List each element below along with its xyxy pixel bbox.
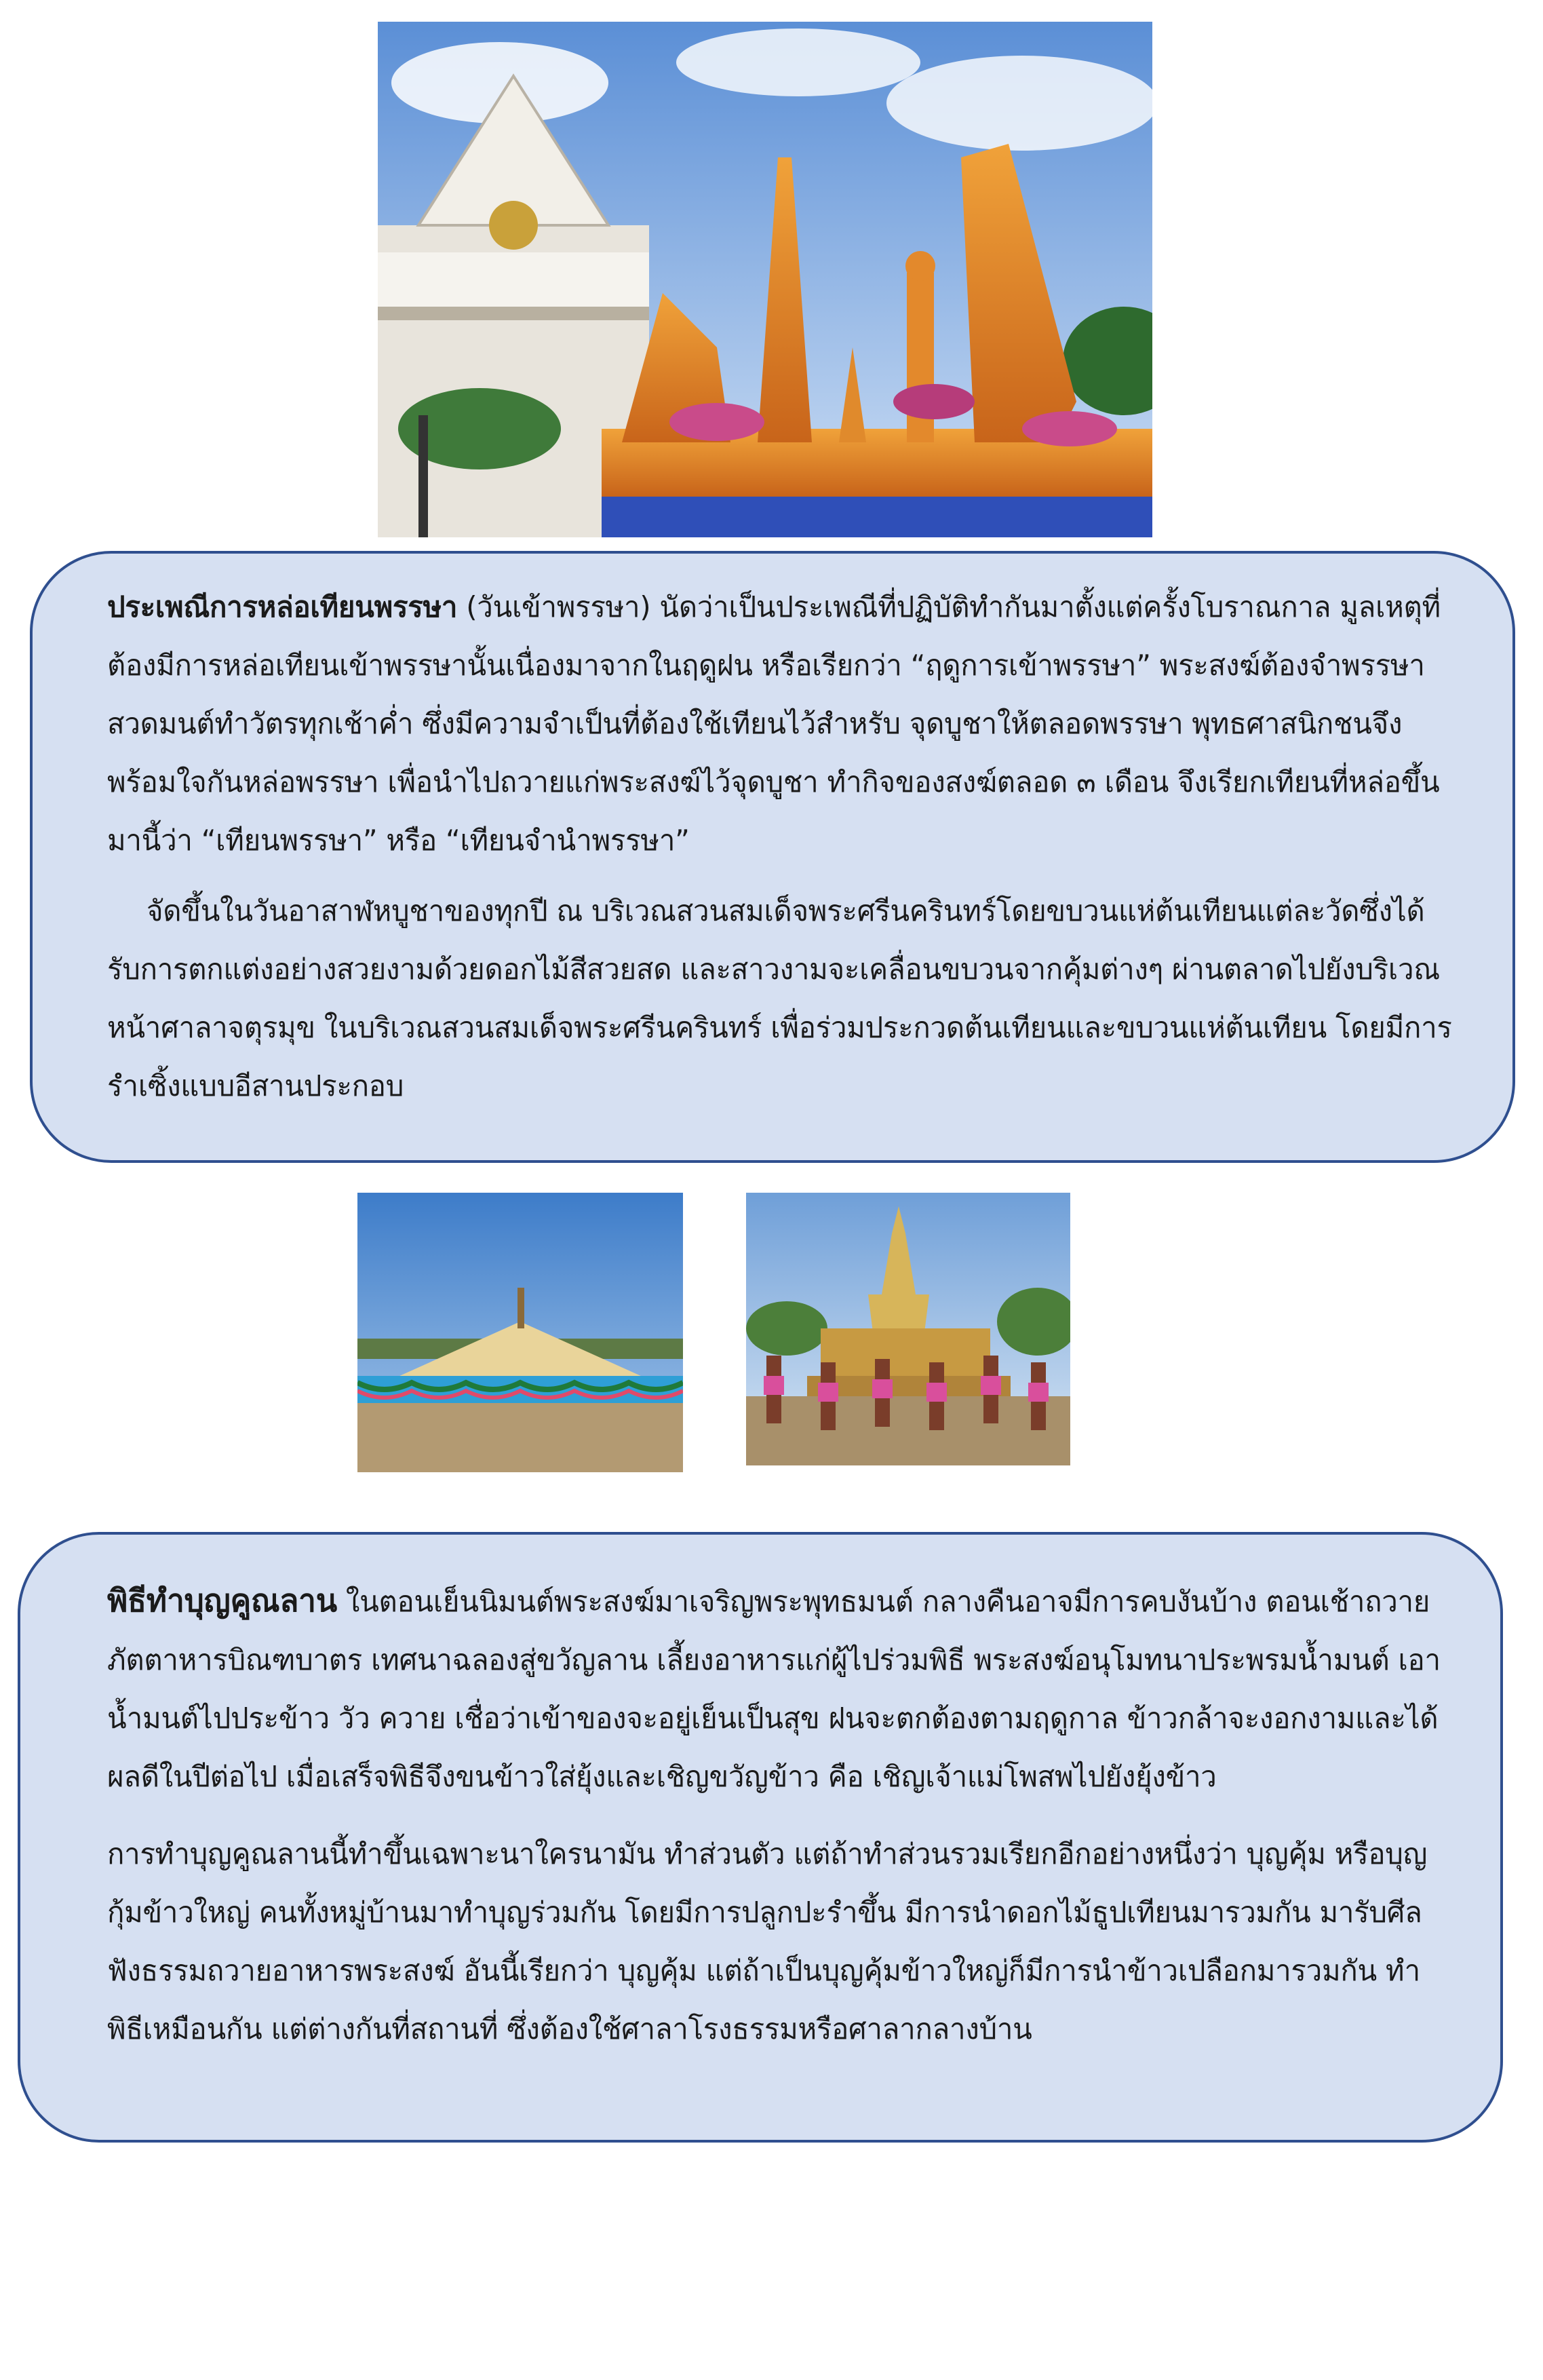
rice-merit-card <box>18 1532 1503 2143</box>
rice-heap-photo <box>357 1193 683 1472</box>
rice-merit-intro: ในตอนเย็นนิมนต์พระสงฆ์มาเจริญพระพุทธมนต์ กลางคืนอาจมีการคบงันบ้าง ตอนเช้าถวายภัตตาหารบิณฑบาตร เทศนาฉลองสู่ขวัญลาน เลี้ยงอาหารแก่ผู้ไปร่วมพิธี พระสงฆ์อนุโมทนาประพรมน้ำมนต์ เอาน้ำมนต์ไปประข้าว วัว ควาย เชื่อว่าเข้าของจะอยู่เย็นเป็นสุข ฝนจะตกต้องตามฤดูกาล ข้าวกล้าจะงอกงามและได้ผลดีในปีต่อไป เมื่อเสร็จพิธีจึงขนข้าวใส่ยุ้งและเชิญขวัญข้าว คือ เชิญเจ้าแม่โพสพไปยังยุ้งข้าว <box>107 1585 1441 1793</box>
candle-festival-paragraph-1 <box>107 578 1453 870</box>
dancers-pagoda-photo <box>746 1193 1070 1465</box>
candle-festival-intro: (วันเข้าพรรษา) นัดว่าเป็นประเพณีที่ปฏิบัติทำกันมาตั้งแต่ครั้งโบราณกาล มูลเหตุที่ต้องมีการหล่อเทียนเข้าพรรษานั้นเนื่องมาจากในฤดูฝน หรือเรียกว่า “ฤดูการเข้าพรรษา” พระสงฆ์ต้องจำพรรษาสวดมนต์ทำวัตรทุกเช้าค่ำ ซึ่งมีความจำเป็นที่ต้องใช้เทียนไว้สำหรับ จุดบูชาให้ตลอดพรรษา พุทธศาสนิกชนจึงพร้อมใจกันหล่อพรรษา เพื่อนำไปถวายแก่พระสงฆ์ไว้จุดบูชา ทำกิจของสงฆ์ตลอด ๓ เดือน จึงเรียกเทียนที่หล่อขึ้นมานี้ว่า “เทียนพรรษา” หรือ “เทียนจำนำพรรษา” <box>107 590 1441 857</box>
rice-merit-title: พิธีทำบุญคูณลาน <box>107 1582 337 1619</box>
rice-merit-paragraph-2: การทำบุญคูณลานนี้ทำขึ้นเฉพาะนาใครนามัน ทำส่วนตัว แต่ถ้าทำส่วนรวมเรียกอีกอย่างหนึ่งว่า บุญคุ้ม หรือบุญกุ้มข้าวใหญ่ คนทั้งหมู่บ้านมาทำบุญร่วมกัน โดยมีการปลูกปะรำขึ้น มีการนำดอกไม้ธูปเทียนมารวมกัน มารับศีลฟังธรรมถวายอาหารพระสงฆ์ อันนี้เรียกว่า บุญคุ้ม แต่ถ้าเป็นบุญคุ้มข้าวใหญ่ก็มีการนำข้าวเปลือกมารวมกัน ทำพิธีเหมือนกัน แต่ต่างกันที่สถานที่ ซึ่งต้องใช้ศาลาโรงธรรมหรือศาลากลางบ้าน <box>107 1837 1428 2046</box>
candle-festival-paragraph-2: จัดขึ้นในวันอาสาฬหบูชาของทุกปี ณ บริเวณสวนสมเด็จพระศรีนครินทร์โดยขบวนแห่ต้นเทียนแต่ละวัดซึ่งได้รับการตกแต่งอย่างสวยงามด้วยดอกไม้สีสวยสด และสาวงามจะเคลื่อนขบวนจากคุ้มต่างๆ ผ่านตลาดไปยังบริเวณหน้าศาลาจตุรมุข ในบริเวณสวนสมเด็จพระศรีนครินทร์ เพื่อร่วมประกวดต้นเทียนและขบวนแห่ต้นเทียน โดยมีการรำเซิ้งแบบอีสานประกอบ <box>107 894 1452 1102</box>
candle-festival-title: ประเพณีการหล่อเทียนพรรษา <box>107 590 458 623</box>
candle-festival-card <box>30 551 1515 1163</box>
rice-merit-paragraph-1 <box>107 1571 1446 1806</box>
candle-procession-photo <box>378 22 1152 537</box>
